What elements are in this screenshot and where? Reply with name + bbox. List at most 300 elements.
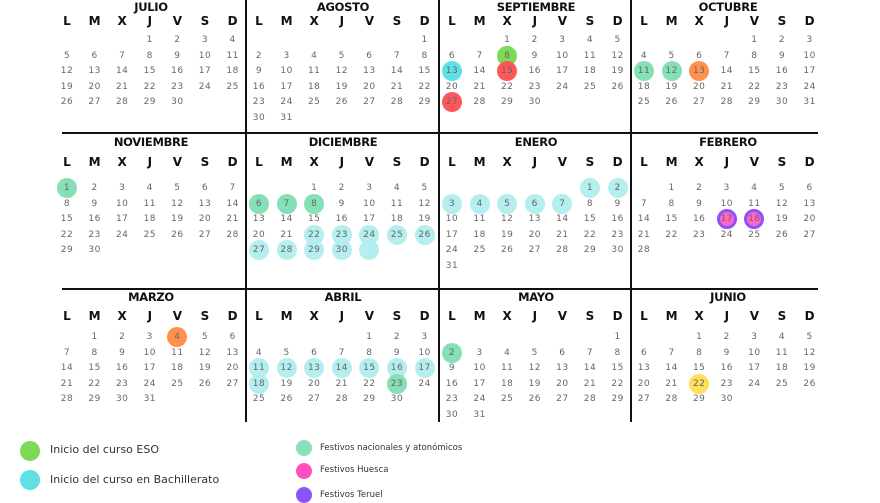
day-cell: 31	[803, 97, 816, 107]
day-cell: 19	[500, 229, 514, 240]
legend-label: Festivos Huesca	[320, 465, 389, 475]
day-cell: 10	[473, 363, 486, 373]
day-cell: 13	[637, 363, 651, 373]
weekday-header: D	[419, 155, 430, 169]
day-cell: 20	[556, 378, 569, 389]
day-cell: 8	[63, 198, 71, 209]
highlighted-day: 30	[332, 240, 352, 260]
highlighted-day: 1	[57, 178, 77, 198]
day-cell: 29	[692, 394, 706, 404]
day-cell: 18	[171, 363, 184, 373]
day-cell: 10	[143, 347, 157, 358]
day-cell: 5	[201, 332, 209, 342]
day-cell: 2	[174, 35, 181, 45]
day-cell: 28	[583, 394, 597, 404]
day-cell: 25	[226, 81, 239, 92]
day-cell: 31	[473, 409, 486, 420]
month-title: FEBRERO	[699, 135, 757, 149]
highlighted-day: 8	[304, 194, 324, 214]
day-cell: 14	[637, 214, 651, 224]
day-cell: 14	[115, 66, 129, 76]
highlighted-day	[359, 240, 379, 260]
day-cell: 12	[500, 214, 514, 224]
day-cell: 5	[174, 183, 181, 193]
day-cell: 6	[448, 50, 456, 61]
highlighted-day: 15	[359, 358, 379, 378]
highlighted-day: 22	[304, 225, 324, 245]
day-cell: 3	[283, 50, 290, 61]
day-cell: 10	[720, 198, 734, 209]
weekday-header: J	[339, 14, 345, 28]
day-cell: 7	[229, 183, 236, 193]
highlighted-day: 7	[277, 194, 297, 214]
month-title: JULIO	[134, 0, 168, 14]
green-dot-icon	[20, 441, 40, 461]
day-cell: 16	[88, 214, 101, 224]
day-cell: 8	[751, 50, 758, 61]
day-cell: 23	[720, 378, 734, 389]
weekday-header: D	[227, 155, 238, 169]
day-cell: 21	[637, 229, 651, 240]
day-cell: 4	[778, 332, 786, 342]
weekday-header: S	[200, 14, 210, 28]
day-cell: 9	[696, 198, 703, 209]
day-cell: 17	[363, 214, 376, 224]
highlighted-day: 26	[415, 225, 435, 245]
day-cell: 22	[500, 81, 514, 92]
day-cell: 14	[665, 363, 678, 373]
day-cell: 23	[611, 229, 624, 240]
weekday-header: M	[473, 14, 486, 28]
day-cell: 21	[335, 378, 349, 389]
day-cell: 23	[775, 81, 789, 92]
day-cell: 12	[171, 198, 184, 209]
highlighted-day: 25	[387, 225, 407, 245]
day-cell: 21	[226, 214, 239, 224]
weekday-header: D	[612, 309, 623, 323]
day-cell: 21	[115, 81, 129, 92]
day-cell: 25	[171, 378, 184, 389]
day-cell: 9	[614, 198, 621, 209]
day-cell: 19	[198, 363, 212, 373]
day-cell: 17	[143, 363, 157, 373]
day-cell: 26	[528, 394, 542, 404]
weekday-header: S	[392, 309, 402, 323]
weekday-header: J	[532, 155, 538, 169]
day-cell: 7	[668, 347, 675, 358]
day-cell: 18	[473, 229, 486, 240]
day-cell: 13	[528, 214, 542, 224]
weekday-header: J	[724, 309, 730, 323]
day-cell: 12	[198, 347, 212, 358]
day-cell: 15	[88, 363, 101, 373]
day-cell: 19	[803, 363, 816, 373]
day-cell: 9	[255, 66, 263, 76]
day-cell: 1	[614, 332, 621, 342]
weekday-header: V	[172, 309, 183, 323]
weekday-header: J	[147, 14, 153, 28]
day-cell: 2	[696, 183, 703, 193]
highlighted-day: 12	[662, 61, 682, 81]
day-cell: 19	[775, 214, 789, 224]
day-cell: 2	[338, 183, 345, 193]
day-cell: 18	[775, 363, 789, 373]
day-cell: 2	[255, 50, 263, 61]
month-title: ENERO	[514, 135, 558, 149]
day-cell: 18	[143, 214, 157, 224]
day-cell: 6	[559, 347, 566, 358]
weekday-header: D	[612, 155, 623, 169]
day-cell: 17	[115, 214, 129, 224]
day-cell: 22	[583, 229, 597, 240]
legend-label: Inicio del curso en Bachillerato	[50, 473, 220, 486]
weekday-header: L	[448, 155, 456, 169]
day-cell: 16	[528, 66, 542, 76]
day-cell: 31	[445, 260, 459, 271]
day-cell: 17	[198, 66, 212, 76]
day-cell: 15	[692, 363, 706, 373]
day-cell: 13	[198, 198, 212, 209]
day-cell: 21	[473, 81, 486, 92]
weekday-header: L	[255, 14, 263, 28]
day-cell: 7	[338, 347, 345, 358]
day-cell: 10	[115, 198, 129, 209]
weekday-header: J	[147, 155, 153, 169]
day-cell: 27	[556, 394, 569, 404]
highlighted-day: 17	[415, 358, 435, 378]
weekday-header: X	[694, 309, 704, 323]
day-cell: 14	[280, 214, 293, 224]
weekday-header: D	[227, 309, 238, 323]
day-cell: 3	[119, 183, 126, 193]
month-title: SEPTIEMBRE	[496, 0, 576, 14]
divider	[438, 0, 440, 422]
day-cell: 28	[637, 245, 651, 255]
weekday-header: M	[280, 14, 293, 28]
day-cell: 10	[363, 198, 376, 209]
day-cell: 20	[363, 81, 376, 92]
highlighted-day: 24	[359, 225, 379, 245]
weekday-header: V	[364, 309, 375, 323]
weekday-header: L	[63, 14, 71, 28]
day-cell: 22	[748, 81, 761, 92]
day-cell: 18	[390, 214, 404, 224]
highlighted-day: 1	[580, 178, 600, 198]
legend-label: Inicio del curso ESO	[50, 443, 159, 456]
day-cell: 24	[418, 378, 431, 389]
day-cell: 1	[751, 35, 758, 45]
day-cell: 20	[88, 81, 101, 92]
day-cell: 14	[390, 66, 404, 76]
highlighted-day: 6	[525, 194, 545, 214]
highlighted-day: 4	[470, 194, 490, 214]
weekday-header: S	[777, 14, 787, 28]
day-cell: 10	[556, 50, 569, 61]
day-cell: 11	[307, 66, 321, 76]
weekday-header: X	[694, 14, 704, 28]
weekday-header: V	[557, 155, 568, 169]
weekday-header: L	[640, 309, 648, 323]
day-cell: 20	[803, 214, 816, 224]
day-cell: 24	[115, 229, 129, 240]
day-cell: 17	[803, 66, 816, 76]
day-cell: 16	[611, 214, 624, 224]
day-cell: 10	[445, 214, 459, 224]
weekday-header: V	[749, 309, 760, 323]
day-cell: 28	[390, 97, 404, 107]
day-cell: 8	[366, 347, 373, 358]
day-cell: 19	[171, 214, 184, 224]
day-cell: 30	[445, 409, 459, 420]
divider	[630, 0, 632, 422]
day-cell: 16	[115, 363, 129, 373]
day-cell: 29	[611, 394, 624, 404]
day-cell: 9	[778, 50, 786, 61]
day-cell: 21	[665, 378, 678, 389]
weekday-header: J	[339, 309, 345, 323]
day-cell: 10	[748, 347, 761, 358]
day-cell: 19	[418, 214, 431, 224]
day-cell: 26	[335, 97, 349, 107]
weekday-header: X	[502, 309, 512, 323]
day-cell: 6	[640, 347, 648, 358]
day-cell: 14	[720, 66, 734, 76]
weekday-header: D	[227, 14, 238, 28]
month-title: ABRIL	[324, 290, 362, 304]
weekday-header: M	[88, 309, 101, 323]
day-cell: 13	[803, 198, 816, 209]
weekday-header: D	[419, 309, 430, 323]
day-cell: 12	[775, 198, 789, 209]
day-cell: 7	[119, 50, 126, 61]
day-cell: 30	[390, 394, 404, 404]
day-cell: 4	[393, 183, 401, 193]
day-cell: 7	[476, 50, 483, 61]
day-cell: 27	[88, 97, 101, 107]
day-cell: 2	[531, 35, 538, 45]
day-cell: 31	[280, 112, 293, 123]
day-cell: 25	[143, 229, 157, 240]
day-cell: 6	[229, 332, 236, 342]
weekday-header: S	[200, 309, 210, 323]
weekday-header: D	[419, 14, 430, 28]
weekday-header: L	[448, 309, 456, 323]
day-cell: 1	[366, 332, 373, 342]
month-title: MARZO	[128, 290, 174, 304]
weekday-header: J	[724, 14, 730, 28]
highlighted-day: 18	[249, 374, 269, 394]
weekday-header: L	[255, 309, 263, 323]
day-cell: 15	[143, 66, 157, 76]
day-cell: 5	[338, 50, 345, 61]
day-cell: 16	[171, 66, 184, 76]
day-cell: 29	[143, 97, 157, 107]
day-cell: 7	[393, 50, 401, 61]
day-cell: 21	[60, 378, 74, 389]
highlighted-day: 22	[689, 374, 709, 394]
weekday-header: M	[88, 14, 101, 28]
weekday-header: S	[200, 155, 210, 169]
day-cell: 13	[88, 66, 101, 76]
day-cell: 12	[60, 66, 74, 76]
day-cell: 1	[146, 35, 153, 45]
day-cell: 28	[226, 229, 239, 240]
weekday-header: L	[255, 155, 263, 169]
day-cell: 7	[63, 347, 71, 358]
day-cell: 6	[91, 50, 98, 61]
day-cell: 29	[363, 394, 376, 404]
day-cell: 24	[803, 81, 816, 92]
day-cell: 30	[115, 394, 129, 404]
weekday-header: M	[665, 309, 678, 323]
weekday-header: D	[804, 14, 815, 28]
weekday-header: D	[804, 309, 815, 323]
day-cell: 5	[63, 50, 71, 61]
day-cell: 26	[280, 394, 293, 404]
weekday-header: S	[777, 155, 787, 169]
month-title: MAYO	[518, 290, 554, 304]
day-cell: 1	[696, 332, 703, 342]
day-cell: 29	[748, 97, 761, 107]
day-cell: 6	[806, 183, 813, 193]
day-cell: 9	[91, 198, 98, 209]
weekday-header: L	[63, 309, 71, 323]
day-cell: 11	[171, 347, 184, 358]
day-cell: 12	[611, 50, 624, 61]
day-cell: 30	[528, 97, 542, 107]
day-cell: 28	[60, 394, 74, 404]
weekday-header: S	[777, 309, 787, 323]
highlighted-day: 13	[689, 61, 709, 81]
highlighted-day: 27	[442, 92, 462, 112]
month-title: OCTUBRE	[698, 0, 758, 14]
day-cell: 11	[583, 50, 597, 61]
month-title: AGOSTO	[316, 0, 370, 14]
day-cell: 14	[473, 66, 486, 76]
day-cell: 17	[748, 363, 761, 373]
day-cell: 3	[146, 332, 153, 342]
weekday-header: M	[665, 14, 678, 28]
month-title: JUNIO	[710, 290, 746, 304]
highlighted-day: 16	[387, 358, 407, 378]
day-cell: 10	[198, 50, 212, 61]
weekday-header: S	[585, 14, 595, 28]
weekday-header: V	[364, 155, 375, 169]
day-cell: 6	[696, 50, 703, 61]
day-cell: 19	[335, 81, 349, 92]
day-cell: 11	[748, 198, 761, 209]
day-cell: 16	[720, 363, 734, 373]
weekday-header: M	[280, 309, 293, 323]
day-cell: 3	[559, 35, 566, 45]
highlighted-day: 12	[277, 358, 297, 378]
day-cell: 6	[311, 347, 318, 358]
day-cell: 24	[280, 97, 293, 107]
day-cell: 2	[723, 332, 730, 342]
legend-label: Festivos Teruel	[320, 490, 383, 500]
day-cell: 25	[500, 394, 514, 404]
day-cell: 23	[115, 378, 129, 389]
day-cell: 3	[421, 332, 428, 342]
day-cell: 12	[528, 363, 542, 373]
day-cell: 2	[778, 35, 786, 45]
highlighted-day: 3	[442, 194, 462, 214]
highlighted-day: 7	[552, 194, 572, 214]
day-cell: 29	[88, 394, 101, 404]
day-cell: 8	[421, 50, 428, 61]
pink-dot-icon	[296, 463, 312, 479]
day-cell: 1	[421, 35, 428, 45]
day-cell: 9	[448, 363, 456, 373]
day-cell: 27	[307, 394, 321, 404]
day-cell: 18	[226, 66, 239, 76]
weekday-header: L	[448, 14, 456, 28]
weekday-header: J	[147, 309, 153, 323]
day-cell: 6	[201, 183, 209, 193]
day-cell: 11	[143, 198, 157, 209]
day-cell: 3	[806, 35, 813, 45]
highlighted-day: 13	[442, 61, 462, 81]
day-cell: 14	[60, 363, 74, 373]
day-cell: 27	[803, 229, 816, 240]
day-cell: 4	[640, 50, 648, 61]
day-cell: 26	[171, 229, 184, 240]
day-cell: 13	[252, 214, 266, 224]
day-cell: 9	[531, 50, 538, 61]
day-cell: 21	[583, 378, 597, 389]
highlighted-day: 14	[332, 358, 352, 378]
day-cell: 30	[611, 245, 624, 255]
day-cell: 15	[60, 214, 74, 224]
purple-dot-icon	[296, 487, 312, 503]
day-cell: 16	[692, 214, 706, 224]
day-cell: 18	[307, 81, 321, 92]
day-cell: 20	[226, 363, 239, 373]
day-cell: 4	[146, 183, 153, 193]
day-cell: 20	[307, 378, 321, 389]
highlighted-day: 23	[332, 225, 352, 245]
day-cell: 25	[637, 97, 651, 107]
day-cell: 25	[307, 97, 321, 107]
highlighted-day: 5	[497, 194, 517, 214]
highlighted-day: 27	[249, 240, 269, 260]
day-cell: 29	[60, 245, 74, 255]
weekday-header: M	[473, 309, 486, 323]
day-cell: 18	[637, 81, 651, 92]
day-cell: 8	[668, 198, 675, 209]
day-cell: 22	[143, 81, 157, 92]
day-cell: 5	[614, 35, 621, 45]
day-cell: 25	[775, 378, 789, 389]
day-cell: 9	[174, 50, 181, 61]
weekday-header: V	[172, 14, 183, 28]
day-cell: 9	[338, 198, 345, 209]
day-cell: 30	[252, 112, 266, 123]
day-cell: 20	[198, 214, 212, 224]
day-cell: 1	[311, 183, 318, 193]
day-cell: 27	[528, 245, 542, 255]
day-cell: 11	[775, 347, 789, 358]
day-cell: 5	[668, 50, 675, 61]
day-cell: 27	[226, 378, 239, 389]
day-cell: 3	[476, 347, 483, 358]
day-cell: 8	[614, 347, 621, 358]
day-cell: 19	[665, 81, 678, 92]
day-cell: 15	[307, 214, 321, 224]
day-cell: 10	[280, 66, 293, 76]
highlighted-day: 23	[387, 374, 407, 394]
weekday-header: M	[473, 155, 486, 169]
